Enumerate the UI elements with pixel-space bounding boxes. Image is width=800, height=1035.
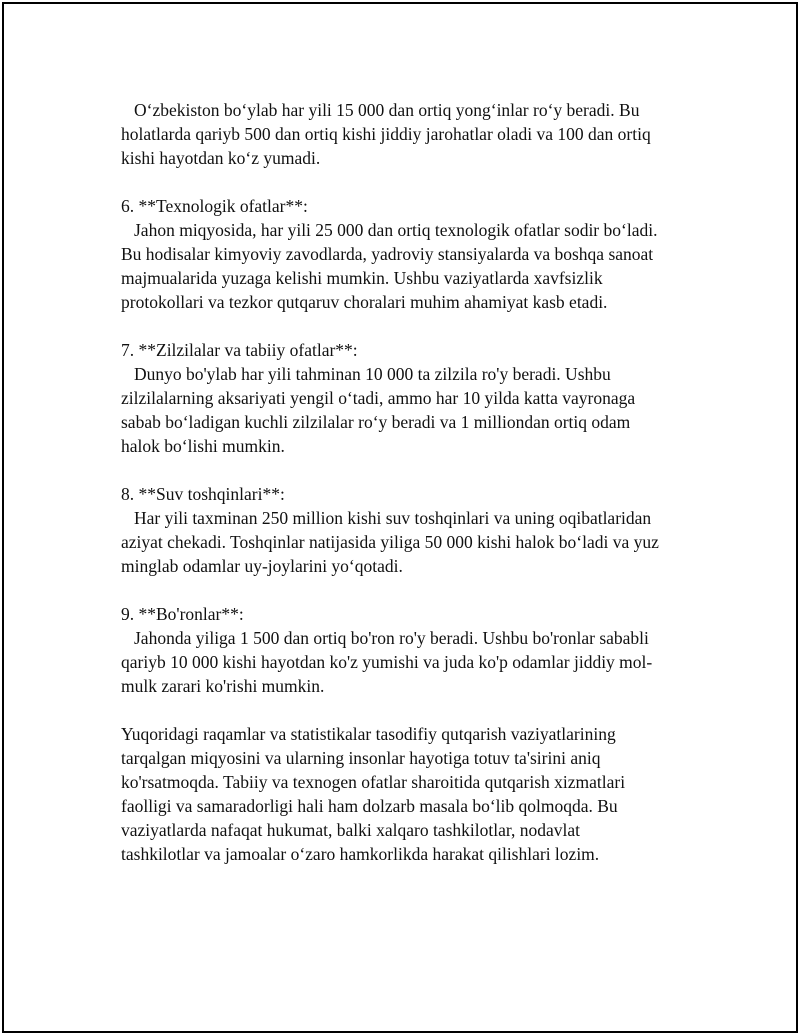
paragraph-line: zilzilalarning aksariyati yengil o‘tadi, ammo har 10 yilda katta vayronaga [121,388,636,408]
paragraph-line: Bu hodisalar kimyoviy zavodlarda, yadroviy stansiyalarda va boshqa sanoat [121,244,654,264]
section-floods [121,482,711,578]
paragraph-line: Dunyo bo'ylab har yili tahminan 10 000 ta zilzila ro'y beradi. Ushbu [134,364,611,384]
section-heading: 7. **Zilzilalar va tabiiy ofatlar**: [121,340,358,360]
section-heading: 6. **Texnologik ofatlar**: [121,196,308,216]
paragraph-line: kishi hayotdan ko‘z yumadi. [121,148,321,168]
section-heading: 9. **Bo'ronlar**: [121,604,244,624]
paragraph-line: tarqalgan miqyosini va ularning insonlar hayotiga totuv ta'sirini aniq [121,748,601,768]
paragraph-line: qariyb 10 000 kishi hayotdan ko'z yumishi va juda ko'p odamlar jiddiy mol- [121,652,653,672]
paragraph-line: mulk zarari ko'rishi mumkin. [121,676,325,696]
paragraph-line: holatlarda qariyb 500 dan ortiq kishi jiddiy jarohatlar oladi va 100 dan ortiq [121,124,651,144]
paragraph-line: halok bo‘lishi mumkin. [121,436,285,456]
paragraph-line: Har yili taxminan 250 million kishi suv toshqinlari va uning oqibatlaridan [134,508,652,528]
section-technological-disasters [121,194,711,314]
paragraph-line: vaziyatlarda nafaqat hukumat, balki xalqaro tashkilotlar, nodavlat [121,820,580,840]
paragraph-line: faolligi va samaradorligi hali ham dolzarb masala bo‘lib qolmoqda. Bu [121,796,618,816]
section-heading: 8. **Suv toshqinlari**: [121,484,285,504]
section-earthquakes [121,338,711,458]
paragraph-line: sabab bo‘ladigan kuchli zilzilalar ro‘y beradi va 1 milliondan ortiq odam [121,412,631,432]
paragraph-line: Yuqoridagi raqamlar va statistikalar tasodifiy qutqarish vaziyatlarining [121,724,616,744]
paragraph-line: minglab odamlar uy-joylarini yo‘qotadi. [121,556,403,576]
section-storms [121,602,711,698]
paragraph-line: protokollari va tezkor qutqaruv choralari muhim ahamiyat kasb etadi. [121,292,608,312]
paragraph-line: Jahon miqyosida, har yili 25 000 dan ortiq texnologik ofatlar sodir bo‘ladi. [134,220,658,240]
paragraph-line: aziyat chekadi. Toshqinlar natijasida yiliga 50 000 kishi halok bo‘ladi va yuz [121,532,659,552]
paragraph-line: tashkilotlar va jamoalar o‘zaro hamkorlikda harakat qilishlari lozim. [121,844,600,864]
paragraph-line: Jahonda yiliga 1 500 dan ortiq bo'ron ro'y beradi. Ushbu bo'ronlar sababli [134,628,649,648]
paragraph-line: ko'rsatmoqda. Tabiiy va texnogen ofatlar sharoitida qutqarish xizmatlari [121,772,626,792]
paragraph-line: majmualarida yuzaga kelishi mumkin. Ushbu vaziyatlarda xavfsizlik [121,268,603,288]
page-frame [2,2,798,1033]
intro-paragraph [121,98,711,170]
paragraph-line: O‘zbekiston bo‘ylab har yili 15 000 dan ortiq yong‘inlar ro‘y beradi. Bu [134,100,640,120]
document-body [121,98,711,890]
conclusion-paragraph [121,722,711,866]
